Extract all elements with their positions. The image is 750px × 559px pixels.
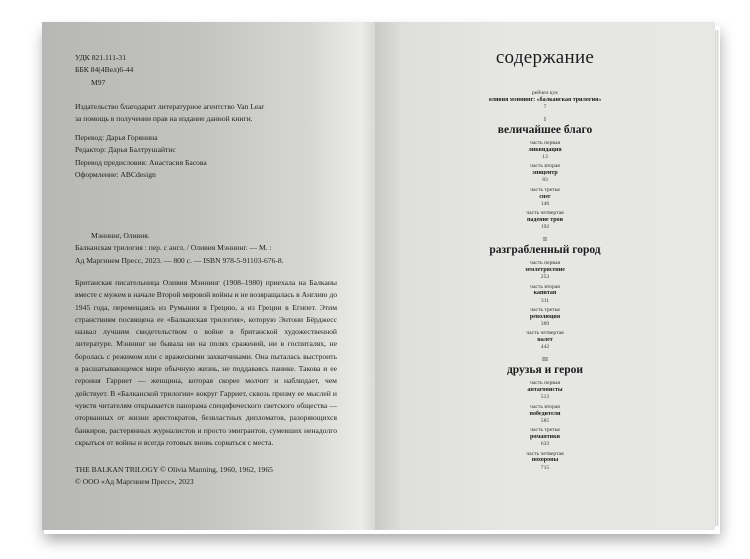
part-title: эпицентр bbox=[532, 170, 558, 177]
udk-code: УДК 821.111-31 bbox=[75, 53, 126, 62]
part-page: 311 bbox=[540, 297, 550, 304]
intro-title: оливия мэннинг: «балканская трилогия» bbox=[488, 96, 602, 103]
intro-page: 7 bbox=[543, 104, 547, 110]
copyright-line: THE BALKAN TRILOGY © Olivia Manning, 1960, 1962, 1965 bbox=[75, 465, 273, 474]
part-title: землетрясение bbox=[525, 266, 565, 273]
credit-line: Редактор: Дарья Балтрушайтис bbox=[75, 145, 176, 155]
intro-author: рейчел кук bbox=[532, 90, 558, 96]
right-page bbox=[375, 22, 715, 530]
part-page: 389 bbox=[540, 320, 550, 327]
part-label: часть вторая bbox=[530, 283, 560, 290]
acknowledgement bbox=[75, 101, 264, 126]
credits bbox=[75, 132, 207, 181]
part-title: налет bbox=[537, 337, 553, 344]
toc-entry bbox=[375, 307, 715, 328]
annotation: Британская писательница Оливия Мэннинг (1908–1980) приехала на Балканы вместе с мужем в начале Второй мировой войны и не возвращалась в Англию до 1945 года, перемещаясь из Румынии в Грецию, а из Греции в Египет. Этим странствиям посвящена ее «Балканская трилогия», которую Энтони Бёрджесс назвал лучшим свидетельством о войне в британской художественной литературе. Мэннинг не бывала ни на полях сражений, ни в госпиталях, не боролась с режимом или с вражескими захватчиками. Она пыталась выстроить в расшатывающемся мире обычную жизнь, не поддаваясь панике. Такова и ее героиня Гарриет — женщина, которая скорее молчит и наблюдает, чем действует. В «Балканской трилогии» вокруг Гарриет, сквозь призму ее мыслей и чувств читателям открывается панорама специфического светского общества — оторванных от жизни аристократов, безвластных дипломатов, разоряющихся банкиров, растерянных журналистов и просто эмигрантов, сумевших ненадолго скрыться от войны и всегда готовых вновь сорваться с места. bbox=[75, 278, 337, 447]
catalog-line: Балканская трилогия : пер. с англ. / Оливия Мэннинг. — М. : bbox=[75, 243, 272, 253]
toc-entry bbox=[375, 330, 715, 351]
catalog-line: Ад Маргинем Пресс, 2023. — 800 с. — ISBN 978-5-91103-676-8. bbox=[75, 255, 284, 265]
credit-line: Оформление: ABCdesign bbox=[75, 169, 156, 179]
bbk-code: ББК 84(4Вел)6-44 bbox=[75, 65, 134, 75]
author-mark: М97 bbox=[91, 77, 106, 87]
part-label: часть третья bbox=[530, 427, 560, 434]
part-title: романтики bbox=[529, 433, 561, 440]
contents-title: содержание bbox=[495, 47, 595, 68]
part-title: снег bbox=[539, 193, 551, 200]
ack-line: Издательство благодарит литературное агентство Van Lear bbox=[75, 102, 265, 111]
part-label: часть четвертая bbox=[526, 330, 564, 337]
part-page: 633 bbox=[540, 441, 550, 448]
part-label: часть вторая bbox=[530, 403, 560, 410]
toc-entry bbox=[375, 427, 715, 448]
part-title: антагонисты bbox=[527, 387, 563, 394]
part-page: 13 bbox=[542, 154, 548, 160]
toc-entry bbox=[375, 284, 715, 305]
part-label: часть первая bbox=[529, 260, 561, 267]
part-title: победители bbox=[529, 410, 561, 417]
part-label: часть четвертая bbox=[526, 450, 564, 457]
part-label: часть первая bbox=[529, 140, 561, 146]
part-page: 715 bbox=[540, 464, 550, 471]
book-title: друзья и герои bbox=[506, 364, 584, 377]
copyright bbox=[75, 464, 273, 489]
part-title: падение трои bbox=[526, 216, 564, 223]
toc-entry bbox=[375, 210, 715, 231]
part-page: 83 bbox=[542, 177, 548, 184]
part-page: 253 bbox=[540, 274, 550, 281]
toc-entry bbox=[375, 451, 715, 472]
catalog-author: Мэннинг, Оливия. bbox=[91, 231, 150, 240]
part-label: часть третья bbox=[530, 306, 560, 313]
part-label: часть первая bbox=[529, 380, 561, 387]
book-numeral: I bbox=[544, 117, 546, 123]
book-title: разграбленный город bbox=[489, 244, 601, 257]
book-numeral: III bbox=[542, 357, 548, 364]
toc-book-section bbox=[375, 357, 715, 471]
part-label: часть вторая bbox=[530, 163, 560, 170]
toc-entry bbox=[375, 380, 715, 401]
part-title: ликвидация bbox=[528, 146, 562, 153]
part-label: часть третья bbox=[530, 186, 560, 193]
toc-entry bbox=[375, 404, 715, 425]
part-title: похороны bbox=[531, 457, 559, 464]
left-page bbox=[42, 22, 375, 530]
catalog-record bbox=[75, 230, 284, 267]
toc-entry bbox=[375, 140, 715, 161]
book-title: величайшее благо bbox=[497, 124, 593, 136]
toc-book-section bbox=[375, 237, 715, 351]
toc-entry bbox=[375, 260, 715, 281]
toc-entry bbox=[375, 187, 715, 208]
part-page: 192 bbox=[540, 224, 550, 231]
copyright-line: © ООО «Ад Маргинем Пресс», 2023 bbox=[75, 477, 194, 487]
credit-line: Перевод: Дарья Горянина bbox=[75, 133, 158, 142]
part-page: 442 bbox=[540, 344, 550, 351]
part-title: революция bbox=[529, 313, 561, 320]
part-title: капитан bbox=[533, 290, 557, 297]
part-page: 585 bbox=[540, 417, 550, 424]
toc-book-section bbox=[375, 117, 715, 231]
ack-line: за помощь в получении прав на издание данной книги. bbox=[75, 114, 253, 124]
table-of-contents bbox=[375, 90, 715, 474]
part-label: часть четвертая bbox=[526, 210, 564, 217]
book-numeral: II bbox=[543, 237, 547, 244]
toc-entry bbox=[375, 163, 715, 184]
toc-intro bbox=[375, 90, 715, 111]
credit-line: Перевод предисловия: Анастасия Басова bbox=[75, 157, 207, 167]
classification-codes bbox=[75, 52, 133, 89]
part-page: 146 bbox=[540, 200, 550, 207]
part-page: 513 bbox=[540, 394, 550, 401]
